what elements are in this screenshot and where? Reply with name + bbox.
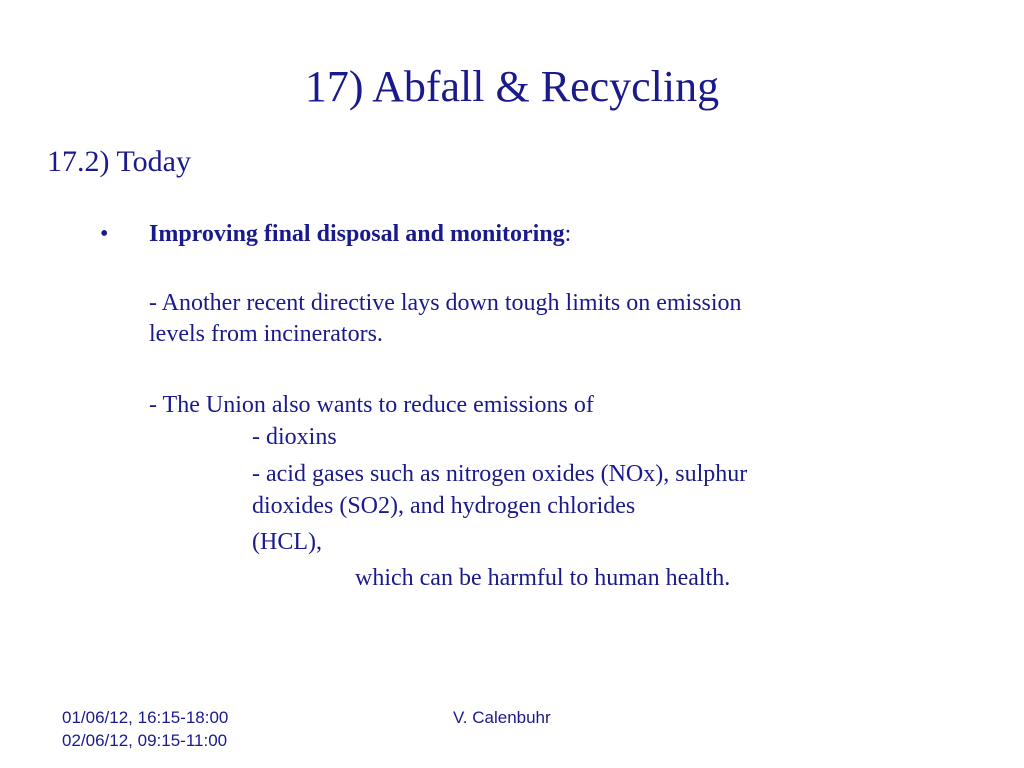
bullet-heading: [149, 220, 571, 248]
body-line-health: which can be harmful to human health.: [355, 565, 731, 591]
footer-date-1: 01/06/12, 16:15-18:00: [62, 708, 229, 727]
body-line-dioxins: - dioxins: [252, 424, 337, 450]
bullet-heading-bold: Improving final disposal and monitoring: [149, 221, 565, 247]
body-line-incinerators: levels from incinerators.: [149, 321, 383, 347]
body-line-union: - The Union also wants to reduce emissions of: [149, 392, 594, 418]
body-line-hcl: (HCL),: [252, 529, 322, 555]
bullet-heading-colon: :: [564, 221, 572, 247]
body-line-dioxides: dioxides (SO2), and hydrogen chlorides: [252, 493, 636, 519]
slide-subtitle: 17.2) Today: [47, 145, 191, 178]
body-line-directive: - Another recent directive lays down tough limits on emission: [149, 290, 742, 316]
slide-title: 17) Abfall & Recycling: [304, 62, 720, 111]
body-line-acid-gases: - acid gases such as nitrogen oxides (NOx), sulphur: [252, 461, 748, 487]
bullet-icon: •: [100, 221, 109, 247]
footer-date-2: 02/06/12, 09:15-11:00: [62, 731, 228, 750]
footer-author: V. Calenbuhr: [453, 708, 551, 727]
